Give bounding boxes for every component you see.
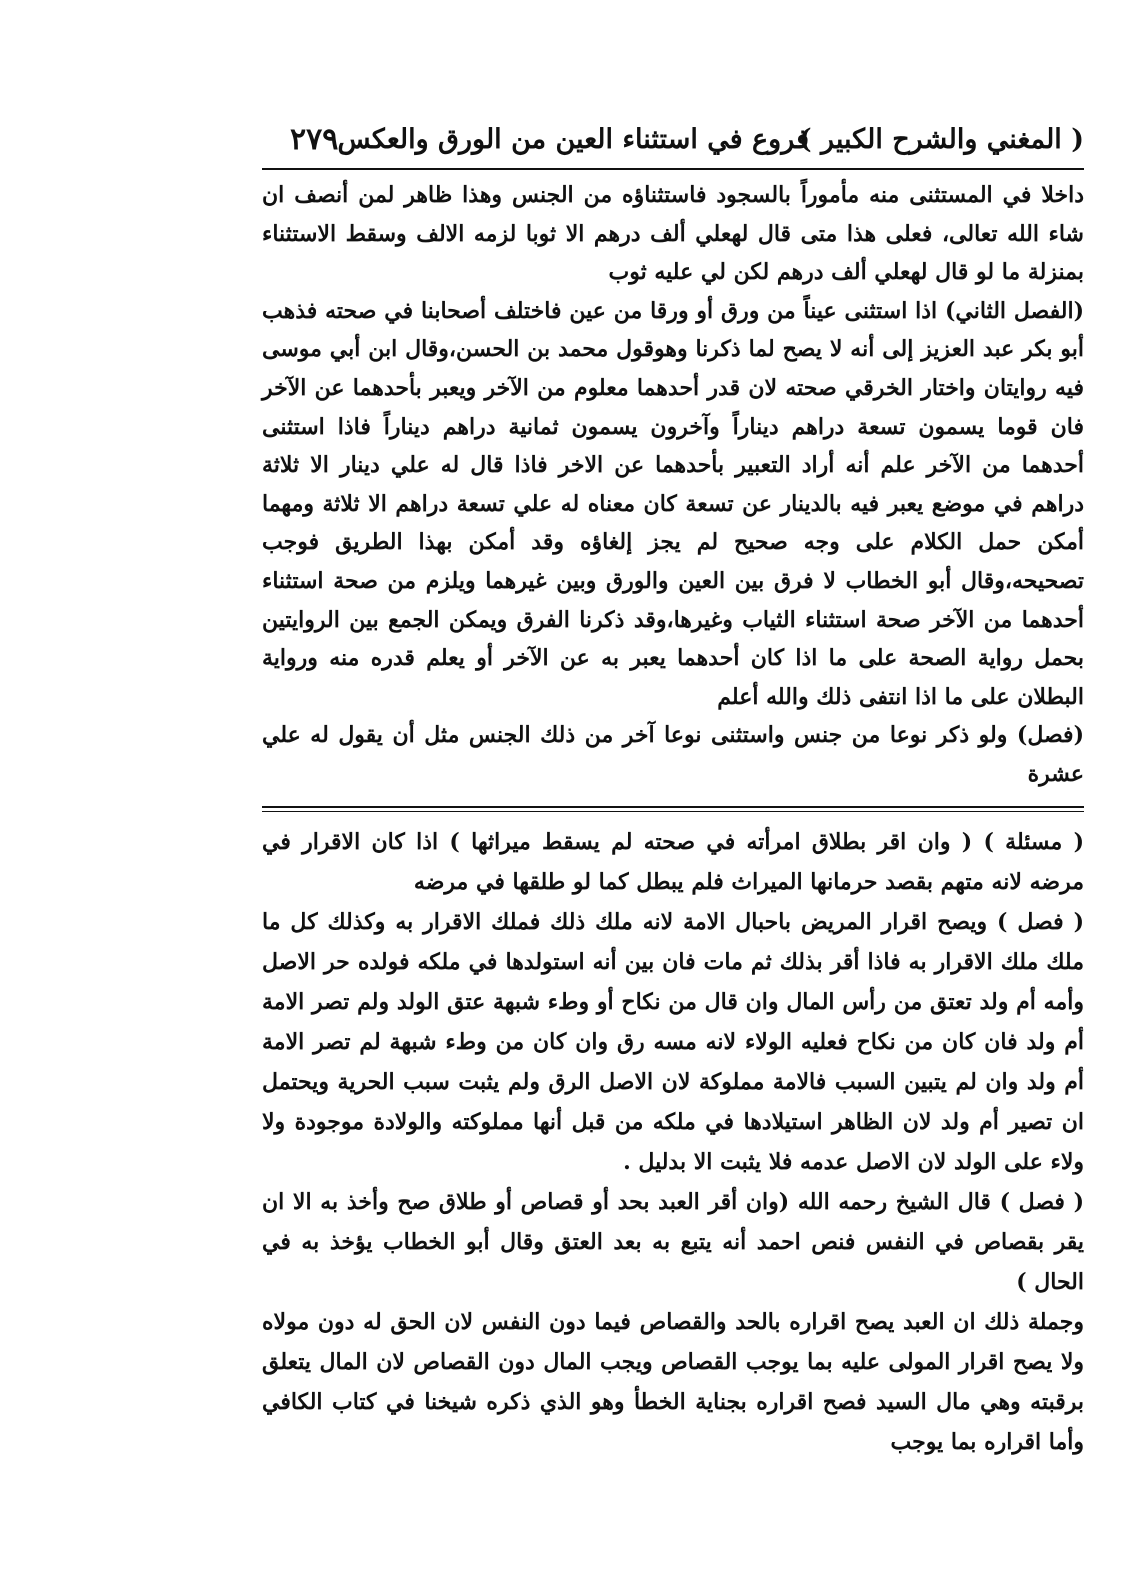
page-number: ٢٧٩ [290, 122, 339, 157]
lower-section [262, 822, 1084, 1462]
paragraph: ( مسئلة ) ( وان اقر بطلاق امرأته في صحته لم يسقط ميراثها ) اذا كان الاقرار في مرضه لانه متهم بقصد حرمانها الميراث فلم يبطل كما لو طلقها في مرضه [262, 828, 1084, 895]
paragraph: وجملة ذلك ان العبد يصح اقراره بالحد والقصاص فيما دون النفس لان الحق له دون مولاه ولا يصح اقرار المولى عليه بما يوجب القصاص ويجب المال دون القصاص لان المال يتعلق برقبته وهي مال السيد فصح اقراره بجناية الخطأ وهو الذي ذكره شيخنا في كتاب الكافي وأما اقراره بما يوجب [262, 1308, 1084, 1455]
paragraph: ( فصل ) ويصح اقرار المريض باحبال الامة لانه ملك ذلك فملك الاقرار به وكذلك كل ما ملك ملك الاقرار به فاذا أقر بذلك ثم مات فان بين أنه استولدها في ملكه فولده حر الاصل وأمه أم ولد تعتق من رأس المال وان قال من نكاح أو وطء شبهة عتق الولد ولم تصر الامة أم ولد فان كان من نكاح فعليه الولاء لانه مسه رق وان كان من وطء شبهة لم تصر الامة أم ولد وان لم يتبين السبب فالامة مملوكة لان الاصل الرق ولم يثبت سبب الحرية ويحتمل ان تصير أم ولد لان الظاهر استيلادها في ملكه من قبل أنها مملوكته والولادة موجودة ولا ولاء على الولد لان الاصل عدمه فلا يثبت الا بدليل . [262, 908, 1084, 1175]
book-title: ( المغني والشرح الكبير ) [798, 124, 1084, 155]
upper-section [262, 176, 1084, 794]
running-head [262, 120, 1084, 170]
book-page [262, 120, 1084, 1462]
paragraph: داخلا في المستثنى منه مأموراً بالسجود فاستثناؤه من الجنس وهذا ظاهر لمن أنصف ان شاء الله تعالى، فعلى هذا متى قال لهعلي ألف درهم الا ثوبا لزمه الالف وسقط الاستثناء بمنزلة ما لو قال لهعلي ألف درهم لكن لي عليه ثوب [262, 182, 1084, 286]
section-divider [262, 806, 1084, 812]
paragraph: (فصل) ولو ذكر نوعا من جنس واستثنى نوعا آخر من ذلك الجنس مثل أن يقول له علي عشرة [262, 722, 1084, 787]
paragraph: ( فصل ) قال الشيخ رحمه الله (وان أقر العبد بحد أو قصاص أو طلاق صح وأخذ به الا ان يقر بقصاص في النفس فنص احمد أنه يتبع به بعد العتق وقال أبو الخطاب يؤخذ به في الحال ) [262, 1188, 1084, 1295]
paragraph: (الفصل الثاني) اذا استثنى عيناً من ورق أو ورقا من عين فاختلف أصحابنا في صحته فذهب أبو بكر عبد العزيز إلى أنه لا يصح لما ذكرنا وهوقول محمد بن الحسن،وقال ابن أبي موسى فيه روايتان واختار الخرقي صحته لان قدر أحدهما معلوم من الآخر ويعبر بأحدهما عن الآخر فان قوما يسمون تسعة دراهم ديناراً وآخرون يسمون ثمانية دراهم ديناراً فاذا استثنى أحدهما من الآخر علم أنه أراد التعبير بأحدهما عن الاخر فاذا قال له علي دينار الا ثلاثة دراهم في موضع يعبر فيه بالدينار عن تسعة كان معناه له علي تسعة دراهم الا ثلاثة ومهما أمكن حمل الكلام على وجه صحيح لم يجز إلغاؤه وقد أمكن بهذا الطريق فوجب تصحيحه،وقال أبو الخطاب لا فرق بين العين والورق وبين غيرهما ويلزم من صحة استثناء أحدهما من الآخر صحة استثناء الثياب وغيرها،وقد ذكرنا الفرق ويمكن الجمع بين الروايتين بحمل رواية الصحة على ما اذا كان أحدهما يعبر به عن الآخر أو يعلم قدره منه ورواية البطلان على ما اذا انتفى ذلك والله أعلم [262, 297, 1084, 710]
chapter-title: فروع في استثناء العين من الورق والعكس [337, 124, 809, 155]
